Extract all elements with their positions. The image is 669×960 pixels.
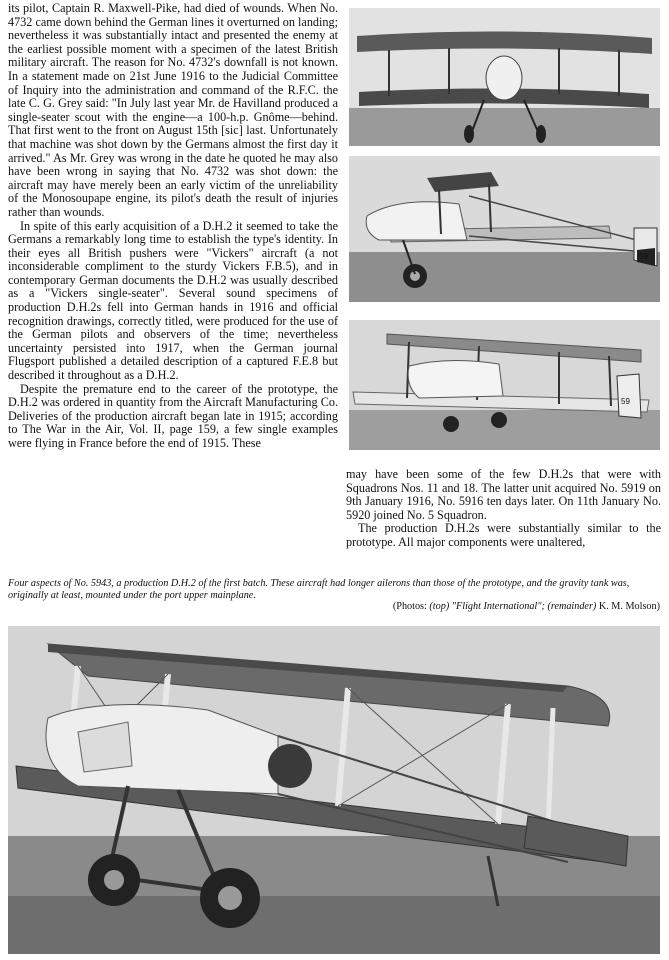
photo-side-view	[349, 156, 660, 302]
paragraph-4: may have been some of the few D.H.2s that were with Squadrons Nos. 11 and 18. The latter unit acquired No. 5919 on 9th January 1916, No. 5916 ten days later. On 11th January No. 5920 joined No. 5 Squadron.	[346, 467, 661, 522]
caption-text: Four aspects of No. 5943, a production D.H.2 of the first batch. These aircraft had longer ailerons than those of the prototype, and the gravity tank was, originally at least, mounted under the port upper mainplane.	[8, 578, 630, 601]
left-text-column	[8, 2, 338, 451]
credit-top: (top) "Flight International"; (remainder)	[429, 601, 597, 613]
photo-large-view	[8, 626, 660, 954]
credit-name: K. M. Molson)	[596, 601, 660, 613]
paragraph-2: In spite of this early acquisition of a D.H.2 it seemed to take the Germans a remarkably long time to establish the type's identity. In their eyes all British pushers were "Vickers" aircraft (a not inconsiderable compliment to the sturdy Vickers F.B.5), and in contemporary German documents the D.H.2 was usually described as a "Vickers single-seater". Several sound specimens of production D.H.2s fell into German hands in 1916 and official recognition drawings, correctly titled, were produced for the use of the German pilots and observers of the time; nevertheless uncertainty persisted into 1917, when the German journal Flugsport published a detailed description of a captured F.E.8 but described it throughout as a D.H.2.	[8, 218, 338, 383]
paragraph-3: Despite the premature end to the career of the prototype, the D.H.2 was ordered in quantity from the Aircraft Manufacturing Co. Deliveries of the production aircraft began late in 1915; according to The War in the Air, Vol. II, page 159, a few single examples were flying in France before the end of 1915. These	[8, 381, 338, 450]
paragraph-1: its pilot, Captain R. Maxwell-Pike, had died of wounds. When No. 4732 came down behind the German lines it overturned on landing; nevertheless it was substantially intact and presented the enemy at the earliest possible moment with a specimen of the latest British military aircraft. The reason for No. 4732's downfall is not known. In a statement made on 21st June 1916 to the Judicial Committee of Inquiry into the administration and command of the R.F.C. the late C. G. Grey said: "In July last year Mr. de Havilland produced a single-seater scout with the engine—a 100-h.p. Gnôme—behind. That first went to the front on August 15th [sic] last. Unfortunately that machine was shot down by the Germans almost the first day it arrived." As Mr. Grey was wrong in the date he quoted he may also have been wrong in saying that No. 4732 was shot down: the aircraft may have merely been an early victim of the unreliability of the Monosoupape engine, its pilot's death the result of injuries rather than wounds.	[8, 1, 338, 219]
credit-prefix: (Photos:	[392, 601, 430, 613]
side-view-serial: 59	[639, 252, 648, 261]
three-quarter-serial: 59	[621, 397, 630, 406]
photo-three-quarter-view	[349, 320, 660, 450]
right-text-column	[346, 468, 661, 550]
photo-caption	[8, 578, 660, 613]
photo-credit	[8, 601, 660, 613]
paragraph-5: The production D.H.2s were substantially similar to the prototype. All major components were unaltered,	[346, 521, 661, 549]
photo-front-view	[349, 8, 660, 146]
